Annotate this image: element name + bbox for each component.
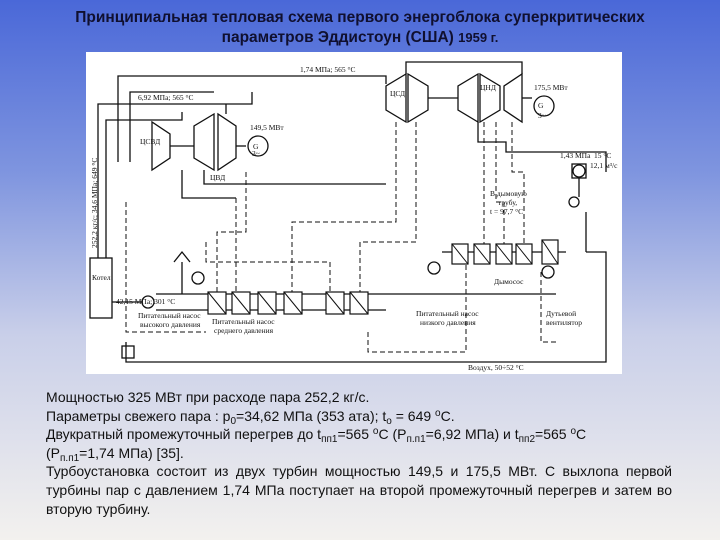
feed-pump-low-icon	[428, 262, 440, 274]
tsvd-left-turbine	[152, 122, 170, 170]
title-line-2	[10, 28, 710, 48]
label-t-15: 15 °С	[594, 151, 612, 160]
label-chimney-2: трубу,	[498, 198, 518, 207]
label-pump-low-1: Питательный насос	[416, 309, 479, 318]
label-p-1495: 149,5 МВт	[250, 123, 284, 132]
label-pump-high-1: Питательный насос	[138, 311, 201, 320]
tsvd-right-turbine	[218, 114, 236, 170]
label-mv3-a: 3~	[252, 149, 260, 158]
extraction-line-4	[360, 122, 416, 292]
text-line-3: Двукратный промежуточный перегрев до $t_{пп1}=565$ $^о$С ($Р_{п.п1}=6,92$ МПа) и $t_{пп2}=565$ $^о$С	[46, 426, 587, 446]
label-p-692: 6,92 МПа; 565 °С	[138, 93, 194, 102]
feed-pump-mid-icon	[192, 272, 204, 284]
label-kotel: Котел	[92, 273, 111, 282]
title-year: 1959 г.	[458, 30, 499, 45]
label-fan-1: Дутьевой	[546, 309, 577, 318]
extraction-line-3	[292, 122, 396, 292]
air-heater-icon	[122, 346, 134, 358]
label-pump-low-2: низкого давления	[420, 318, 476, 327]
extraction-line-8	[206, 242, 330, 292]
tnd-turbine-c	[504, 74, 522, 122]
condenser-box	[572, 164, 586, 178]
title-line-2-text: параметров Эддистоун (США)	[221, 29, 454, 46]
drain-line	[368, 264, 466, 352]
label-tsvd-left: ЦСВД	[140, 137, 161, 146]
description-text	[46, 388, 672, 518]
hp-steam-line	[130, 92, 214, 162]
main-steam-line	[98, 92, 252, 258]
label-p-174: 1,74 МПа; 565 °С	[300, 65, 356, 74]
label-gen-b: G	[538, 101, 544, 110]
label-chimney-1: В дымовую	[490, 189, 527, 198]
title-line-1: Принципиальная тепловая схема первого энергоблока суперкритических	[75, 9, 645, 26]
label-p-143: 1,43 МПа	[560, 151, 591, 160]
fan-icon	[542, 266, 554, 278]
text-line-2: Параметры свежего пара : $p_0=34,62$ МПа (353 ата); $t_о = 649$ $^о$С.	[46, 407, 455, 427]
label-tnd: ЦНД	[480, 83, 496, 92]
tsvd-turbine	[194, 114, 214, 170]
tnd-turbine-b	[480, 74, 500, 122]
label-mv3-b: 3~	[538, 111, 546, 120]
label-feed-p: 42,15 МПа; 301 °С	[116, 297, 176, 306]
extraction-line-7	[512, 122, 524, 244]
thermal-scheme-svg	[86, 52, 622, 374]
boiler-shape	[90, 258, 112, 318]
label-pump-mid-2: среднего давления	[214, 326, 274, 335]
label-tsd: ЦСД	[390, 89, 406, 98]
slide-title	[10, 8, 710, 48]
label-pump-mid-1: Питательный насос	[212, 317, 275, 326]
label-pump-high-2: высокого давления	[140, 320, 201, 329]
thermal-scheme-diagram	[86, 52, 622, 374]
label-air: Воздух, 50÷52 °С	[468, 363, 524, 372]
deaerator-icon	[174, 252, 190, 262]
label-tsvd: ЦВД	[210, 173, 226, 182]
extraction-line-1	[217, 172, 246, 292]
text-paragraph-turbines: Турбоустановка состоит из двух турбин мощностью 149,5 и 175,5 МВт. С выхлопа первой турбины пар с давлением 1,74 МПа поступает на второй промежуточный перегрев и затем во вторую турбину.	[46, 463, 672, 517]
extraction-line-6	[496, 122, 504, 244]
label-dymosos: Дымосос	[494, 277, 524, 286]
tnd-turbine	[458, 74, 478, 122]
flue-line	[541, 272, 556, 342]
text-line-1: Мощностью 325 МВт при расходе пара 252,2 кг/с.	[46, 389, 370, 405]
label-fan-2: вентилятор	[546, 318, 583, 327]
text-line-4: ($Р_{п.п1}=1,74$ МПа) [35].	[46, 444, 184, 464]
label-vertical-steam: 252,2 кг/с; 34,6 МПа; 649 °С	[90, 157, 99, 248]
tsd-turbine-b	[408, 74, 428, 122]
label-p-1755: 175,5 МВт	[534, 83, 568, 92]
label-flow-12: 12,1 м³/с	[590, 161, 618, 170]
label-chimney-3: t = 97,7 °С	[490, 207, 524, 216]
tsd-turbine	[386, 74, 406, 122]
label-gen-a: G	[253, 142, 259, 151]
